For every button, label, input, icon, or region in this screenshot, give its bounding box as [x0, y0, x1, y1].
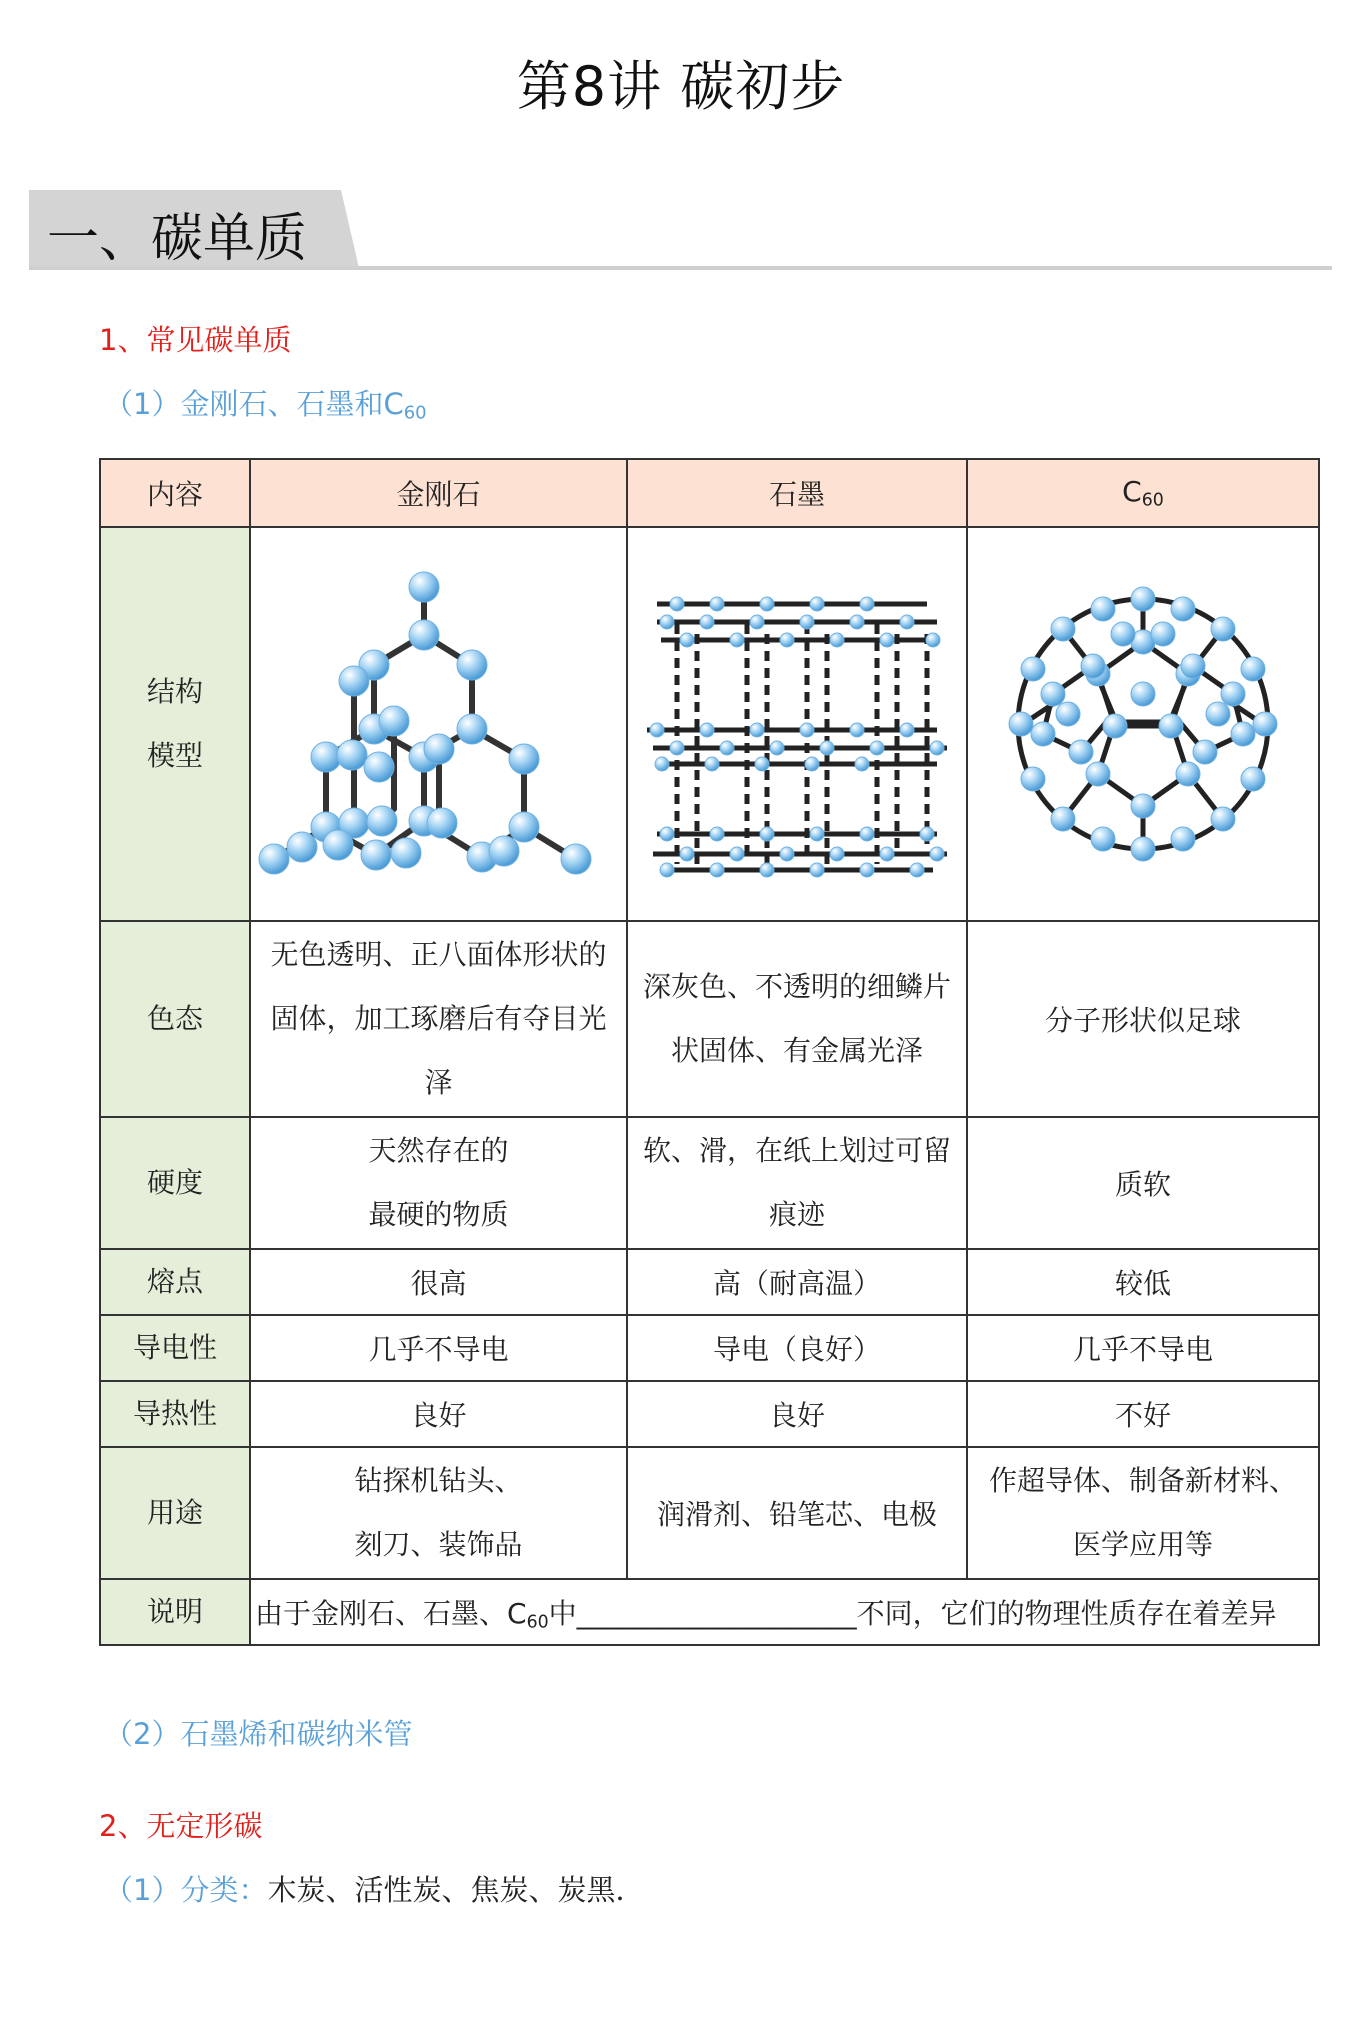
use-c60-line2: 医学应用等 [1072, 1528, 1213, 1561]
graphite-structure-image [637, 564, 957, 884]
electric-diamond: 几乎不导电 [250, 1315, 627, 1381]
heading-amorphous-carbon: 2、无定形碳 [99, 1809, 263, 1843]
structure-label-2: 模型 [146, 739, 203, 772]
color-graphite-line1: 深灰色、不透明的细鳞片 [642, 970, 951, 1003]
header-diamond: 金刚石 [250, 459, 627, 527]
electric-graphite: 导电（良好） [627, 1315, 967, 1381]
subheading-diamond-graphite-c60 [104, 382, 427, 423]
hardness-diamond-line2: 最硬的物质 [368, 1198, 509, 1231]
structure-row [100, 527, 1319, 921]
c60-structure-image [993, 574, 1293, 874]
note-blank: ____________________ [576, 1596, 857, 1630]
electric-label: 导电性 [100, 1315, 250, 1381]
use-label: 用途 [100, 1447, 250, 1579]
hardness-graphite-line2: 痕迹 [768, 1198, 825, 1231]
c60-model-cell [967, 527, 1319, 921]
section-title: 一、碳单质 [47, 209, 308, 269]
page-title: 第8讲 碳初步 [516, 55, 846, 118]
color-diamond [250, 921, 627, 1117]
electric-c60: 几乎不导电 [967, 1315, 1319, 1381]
color-diamond-line3: 泽 [424, 1066, 453, 1099]
hardness-diamond-line1: 天然存在的 [368, 1134, 509, 1167]
melting-c60: 较低 [967, 1249, 1319, 1315]
note-label: 说明 [100, 1579, 250, 1645]
hardness-c60: 质软 [967, 1117, 1319, 1249]
note-before: 由于金刚石、石墨、C [255, 1596, 527, 1630]
use-diamond-line2: 刻刀、装饰品 [354, 1528, 523, 1561]
thermal-label: 导热性 [100, 1381, 250, 1447]
thermal-diamond: 良好 [250, 1381, 627, 1447]
melting-graphite: 高（耐高温） [627, 1249, 967, 1315]
note-row [100, 1579, 1319, 1645]
color-graphite [627, 921, 967, 1117]
hardness-label: 硬度 [100, 1117, 250, 1249]
use-row [100, 1447, 1319, 1579]
color-diamond-line1: 无色透明、正八面体形状的 [270, 938, 607, 971]
use-diamond [250, 1447, 627, 1579]
header-c60-sub: 60 [1141, 490, 1164, 511]
melting-row [100, 1249, 1319, 1315]
header-content: 内容 [100, 459, 250, 527]
note-mid: 中 [548, 1596, 577, 1630]
color-row [100, 921, 1319, 1117]
use-c60-line1: 作超导体、制备新材料、 [988, 1464, 1297, 1497]
subheading-subscript: 60 [403, 402, 427, 424]
use-c60 [967, 1447, 1319, 1579]
diamond-model-cell [250, 527, 627, 921]
melting-diamond: 很高 [250, 1249, 627, 1315]
hardness-graphite-line1: 软、滑，在纸上划过可留 [642, 1134, 951, 1167]
thermal-row [100, 1381, 1319, 1447]
color-label: 色态 [100, 921, 250, 1117]
color-graphite-line2: 状固体、有金属光泽 [670, 1034, 923, 1067]
graphite-model-cell [627, 527, 967, 921]
heading-common-carbon: 1、常见碳单质 [99, 323, 292, 357]
hardness-graphite [627, 1117, 967, 1249]
note-text [250, 1579, 1319, 1645]
section-header [29, 190, 1332, 270]
diamond-structure-image [254, 559, 624, 889]
note-sub: 60 [526, 1612, 549, 1633]
carbon-properties-table [99, 458, 1320, 1646]
table-header-row [100, 459, 1319, 527]
header-c60 [967, 459, 1319, 527]
color-diamond-line2: 固体，加工琢磨后有夺目光 [270, 1002, 607, 1035]
structure-label-1: 结构 [146, 675, 203, 708]
classification-text: 木炭、活性炭、焦炭、炭黑． [267, 1873, 645, 1907]
thermal-graphite: 良好 [627, 1381, 967, 1447]
header-c60-main: C [1122, 475, 1142, 509]
hardness-row [100, 1117, 1319, 1249]
thermal-c60: 不好 [967, 1381, 1319, 1447]
hardness-diamond [250, 1117, 627, 1249]
subheading-classification [104, 1868, 644, 1909]
structure-label [100, 527, 250, 921]
note-after: 不同，它们的物理性质存在着差异 [856, 1596, 1277, 1630]
header-graphite: 石墨 [627, 459, 967, 527]
subheading-graphene: （2）石墨烯和碳纳米管 [104, 1717, 413, 1751]
melting-label: 熔点 [100, 1249, 250, 1315]
color-c60: 分子形状似足球 [967, 921, 1319, 1117]
use-graphite: 润滑剂、铅笔芯、电极 [627, 1447, 967, 1579]
subheading-text: （1）金刚石、石墨和C [104, 387, 404, 421]
classification-prefix: （1）分类： [104, 1873, 268, 1907]
use-diamond-line1: 钻探机钻头、 [354, 1464, 523, 1497]
electric-row [100, 1315, 1319, 1381]
